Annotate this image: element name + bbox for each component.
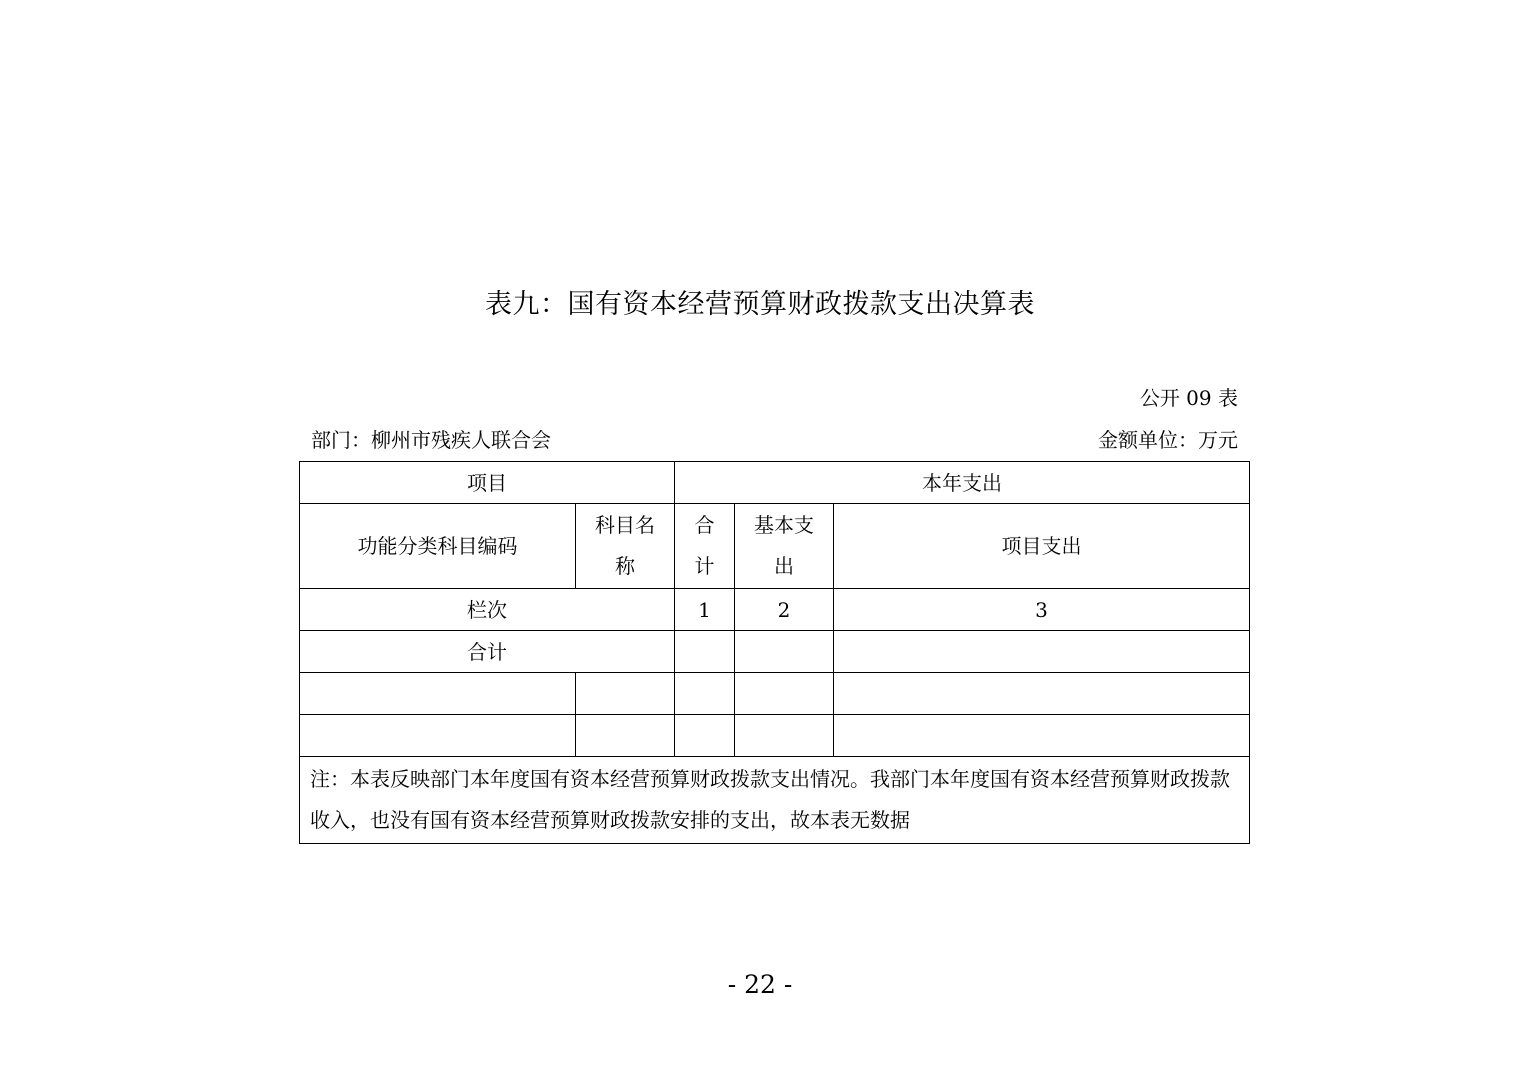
row-total [675, 715, 735, 757]
table-row [300, 673, 1250, 715]
row-basic [735, 715, 834, 757]
column-index-row [300, 589, 1250, 631]
row-code [300, 673, 576, 715]
header-total: 合计 [675, 504, 735, 589]
form-number: 公开 09 表 [1139, 386, 1238, 410]
header-basic-expense: 基本支出 [735, 504, 834, 589]
column-index-2: 2 [735, 589, 834, 631]
row-project [834, 715, 1250, 757]
header-row-1 [300, 462, 1250, 504]
budget-table [299, 461, 1250, 844]
unit-label: 金额单位：万元 [1098, 428, 1238, 452]
header-project: 项目 [300, 462, 675, 504]
column-index-1: 1 [675, 589, 735, 631]
total-row-project [834, 631, 1250, 673]
row-code [300, 715, 576, 757]
page-title: 表九：国有资本经营预算财政拨款支出决算表 [485, 289, 1035, 320]
table-note: 注：本表反映部门本年度国有资本经营预算财政拨款支出情况。我部门本年度国有资本经营预算财政拨款收入，也没有国有资本经营预算财政拨款安排的支出，故本表无数据 [300, 757, 1250, 844]
department-label: 部门：柳州市残疾人联合会 [311, 428, 551, 452]
total-row-total [675, 631, 735, 673]
header-subject-name: 科目名称 [576, 504, 675, 589]
header-row-2 [300, 504, 1250, 589]
column-index-label: 栏次 [300, 589, 675, 631]
total-row-basic [735, 631, 834, 673]
row-basic [735, 673, 834, 715]
note-row [300, 757, 1250, 844]
row-project [834, 673, 1250, 715]
header-function-code: 功能分类科目编码 [300, 504, 576, 589]
header-current-year-expense: 本年支出 [675, 462, 1250, 504]
column-index-3: 3 [834, 589, 1250, 631]
row-total [675, 673, 735, 715]
row-name [576, 673, 675, 715]
row-name [576, 715, 675, 757]
table-row [300, 715, 1250, 757]
page-number: - 22 - [727, 970, 793, 999]
total-row [300, 631, 1250, 673]
total-row-label: 合计 [300, 631, 675, 673]
header-project-expense: 项目支出 [834, 504, 1250, 589]
